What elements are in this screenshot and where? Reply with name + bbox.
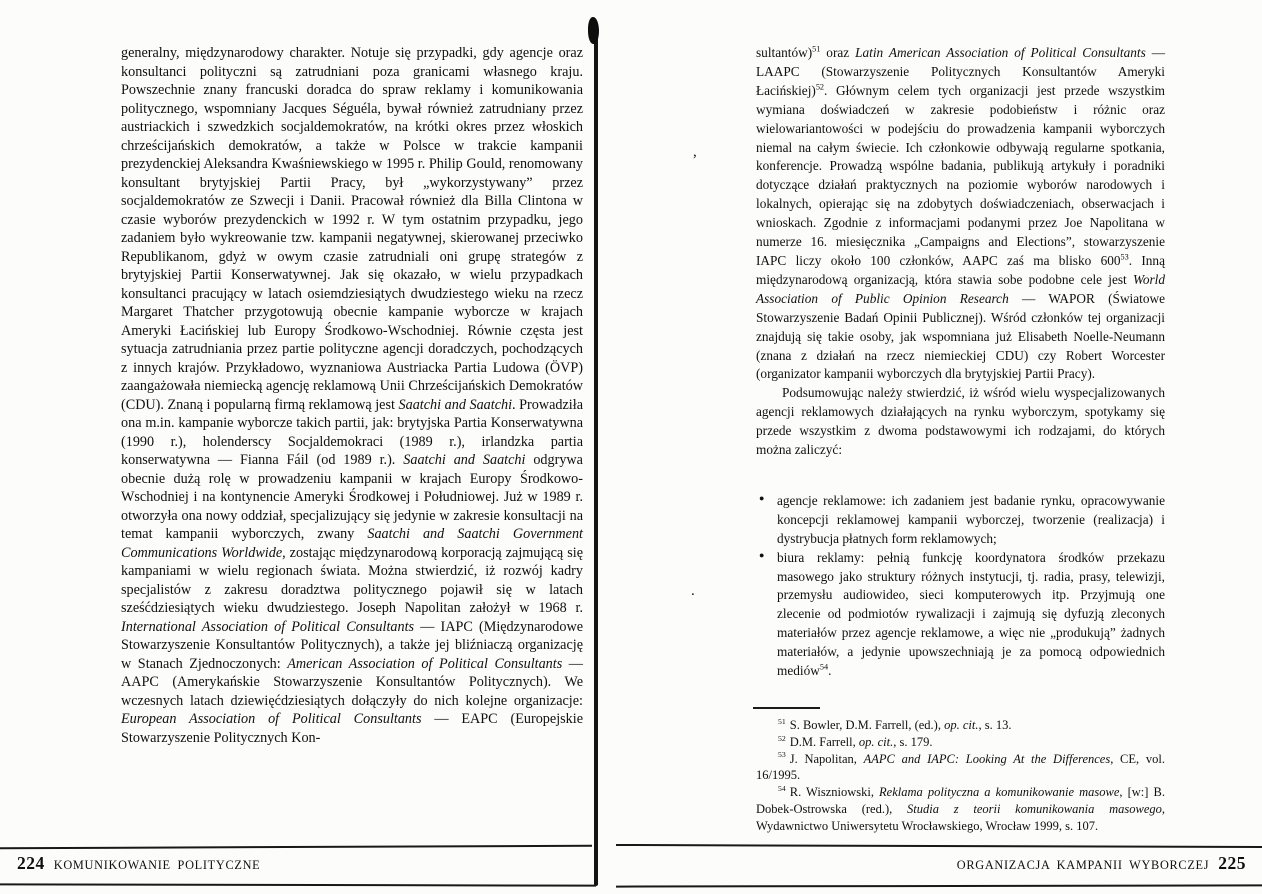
right-footer-top-rule	[616, 844, 1262, 848]
bullet-item-agencje-reklamowe	[756, 492, 1165, 549]
footnote-separator-rule	[753, 707, 820, 709]
right-footer-bottom-rule	[616, 884, 1262, 887]
right-page-paragraph-2: Podsumowując należy stwierdzić, iż wśród wielu wyspecjalizowanych agencji reklamowych działających na rynku wyborczym, spotykamy się przede wszystkim z dwoma podstawowymi ich rodzajami, do których można zaliczyć:	[756, 385, 1165, 458]
bullet-icon: ●	[759, 549, 765, 560]
right-page-footer	[957, 853, 1246, 874]
right-page	[756, 44, 1165, 835]
left-page-number: 224	[17, 853, 45, 873]
right-page-number: 225	[1218, 853, 1246, 873]
right-page-paragraph-1: sultantów)$^{51}$ oraz Latin American Association of Political Consultants — LAAPC (Stowarzyszenie Politycznych Konsultantów Ameryki Łacińskiej)$^{52}$. Głównym celem tych organizacji jest przede wszystkim wymiana doświadczeń w zakresie podobieństw i różnic oraz wielowariantowości w podejściu do prowadzenia kampanii wyborczych niemal na całym świecie. Ich członkowie odbywają regularne spotkania, konferencje. Prowadzą wspólne badania, publikują artykuły i poradniki dotyczące działań praktycznych na poziomie wyborów narodowych i lokalnych, opierając się na zdobytych doświadczeniach, obserwacjach i wnioskach. Zgodnie z informacjami podanymi przez Joe Napolitana w numerze 16. miesięcznika „Campaigns and Elections”, stowarzyszenie IAPC liczy około 100 członków, AAPC zaś ma blisko $600^{53}$. Inną międzynarodową organizacją, która stawia sobe podobne cele jest World Association of Public Opinion Research — WAPOR (Światowe Stowarzyszenie Badań Opinii Publicznej). Wśród członków tej organizacji znajdują się takie osoby, jak wspomniana już Elisabeth Noelle-Neumann (znana z działań na rzecz niemieckiej CDU) czy Robert Worcester (organizator kampanii wyborczych dla brytyjskiej Partii Pracy).	[756, 44, 1165, 382]
footnote-text: S. Bowler, D.M. Farrell, (ed.), op. cit., s. 13.	[789, 718, 1012, 732]
bullet-text: agencje reklamowe: ich zadaniem jest badanie rynku, opracowywanie koncepcji reklamowej kampanii wyborczej, tworzenie (realizacja) i dystrybucja płatnych form reklamowych;	[777, 492, 1165, 546]
bullet-item-biura-reklamy	[756, 549, 1165, 681]
footnote-text: J. Napolitan, AAPC and IAPC: Looking At the Differences, CE, vol. 16/1995.	[756, 751, 1165, 783]
footnotes-block	[756, 717, 1165, 835]
footnote-number: 51	[778, 716, 786, 726]
binding-top-mark	[588, 17, 599, 44]
footnote-51	[756, 717, 1165, 734]
footnote-number: 53	[778, 750, 786, 760]
footnote-text: D.M. Farrell, op. cit., s. 179.	[789, 734, 933, 749]
footnote-text: R. Wiszniowski, Reklama polityczna a komunikowanie masowe, [w:] B. Dobek-Ostrowska (red.), Studia z teorii komunikowania masowego, Wydawnictwo Uniwersytetu Wrocławskiego, Wrocław 1999, s. 107.	[756, 785, 1165, 833]
scan-speck-period: .	[691, 583, 695, 599]
right-running-title: ORGANIZACJA KAMPANII WYBORCZEJ	[956, 858, 1210, 872]
footnote-54	[756, 784, 1165, 834]
left-page	[121, 44, 583, 747]
bullet-icon: ●	[759, 492, 765, 503]
left-running-title: KOMUNIKOWANIE POLITYCZNE	[53, 858, 261, 872]
left-page-paragraph: generalny, międzynarodowy charakter. Notuje się przypadki, gdy agencje oraz konsultanci polityczni są zatrudniani poza granicami własnego kraju. Powszechnie znany francuski doradca do spraw reklamy i komunikowania politycznego, wspomniany Jacques Séguéla, bywał również zatrudniany przez austriackich i szwedzkich socjaldemokratów, na krótki okres przez włoskich chrześcijańskich demokratów, a także w Polsce w trakcie kampanii prezydenckiej Aleksandra Kwaśniewskiego w 1995 r. Philip Gould, renomowany konsultant brytyjskiej Partii Pracy, był „wykorzystywany” przez socjaldemokratów ze Szwecji i Danii. Pracował również dla Billa Clintona w czasie wyborów prezydenckich w 1992 r. W tym ostatnim przypadku, jego zadaniem było wykreowanie tzw. kampanii negatywnej, skierowanej przeciwko Republikanom, gdyż w owym czasie zatrudniali oni grupę strategów z brytyjskiej Partii Konserwatywnej. Jak się okazało, w wielu przypadkach konsultanci pracujący w latach osiemdziesiątych dwudziestego wieku na rzecz Margaret Thatcher przygotowują obecnie kampanie wyborcze w krajach Ameryki Łacińskiej lub Europy Środkowo-Wschodniej. Równie częsta jest sytuacja zatrudniania przez partie polityczne agencji doradczych, pochodzących z innych krajów. Przykładowo, wyznaniowa Austriacka Partia Ludowa (ÖVP) zaangażowała niemiecką agencję reklamową Unii Chrześcijańskich Demokratów (CDU). Znaną i popularną firmą reklamową jest Saatchi and Saatchi. Prowadziła ona m.in. kampanie wyborcze takich partii, jak: brytyjska Partia Konserwatywna (1990 r.), holenderscy Socjaldemokraci (1989 r.), irlandzka partia konserwatywna — Fianna Fáil (od 1989 r.). Saatchi and Saatchi odgrywa obecnie dużą rolę w prowadzeniu kampanii w krajach Europy Środkowo-Wschodniej i na kontynencie Ameryki Środkowej i Południowej. Już w 1989 r. otworzyła ona nowy oddział, specjalizujący się jedynie w zakresie konsultacji na temat kampanii wyborczych, zwany Saatchi and Saatchi Government Communications Worldwide, zostając międzynarodową korporacją zajmującą się kampaniami w wielu regionach świata. Można stwierdzić, iż rozwój kadry specjalistów z zakresu doradztwa politycznego pojawił się w latach sześćdziesiątych wieku dwudziestego. Joseph Napolitan założył w 1968 r. International Association of Political Consultants — IAPC (Międzynarodowe Stowarzyszenie Konsultantów Politycznych), a także jej bliźniaczą organizację w Stanach Zjednoczonych: American Association of Political Consultants — AAPC (Amerykańskie Stowarzyszenie Konsultantów Politycznych). We wczesnych latach dziewięćdziesiątych dołączyły do nich kolejne organizacje: European Association of Political Consultants — EAPC (Europejskie Stowarzyszenie Politycznych Kon-	[121, 45, 583, 746]
bullet-list	[756, 492, 1165, 681]
left-footer-bottom-rule	[0, 883, 596, 886]
footnote-52	[756, 734, 1165, 751]
bullet-text: biura reklamy: pełnią funkcję koordynatora środków przekazu masowego jako struktury różnych instytucji, tj. radia, prasy, telewizji, przemysłu audiowideo, sieci komputerowych itp. Przyjmują one zlecenie od podmiotów rywalizacji i zajmują się dyfuzją zleconych materiałów przez agencje reklamowe, a więc nie „produkują” żadnych materiałów, a jedynie upowszechniają je za pomocą odpowiednich mediów$^{54}$.	[777, 549, 1165, 679]
footnote-number: 54	[778, 784, 786, 794]
scan-speck-comma: ,	[693, 144, 697, 160]
left-page-footer	[17, 853, 260, 874]
footnote-53	[756, 751, 1165, 785]
left-footer-top-rule	[0, 845, 592, 850]
footnote-number: 52	[778, 733, 786, 743]
binding-gutter-line	[594, 24, 598, 886]
